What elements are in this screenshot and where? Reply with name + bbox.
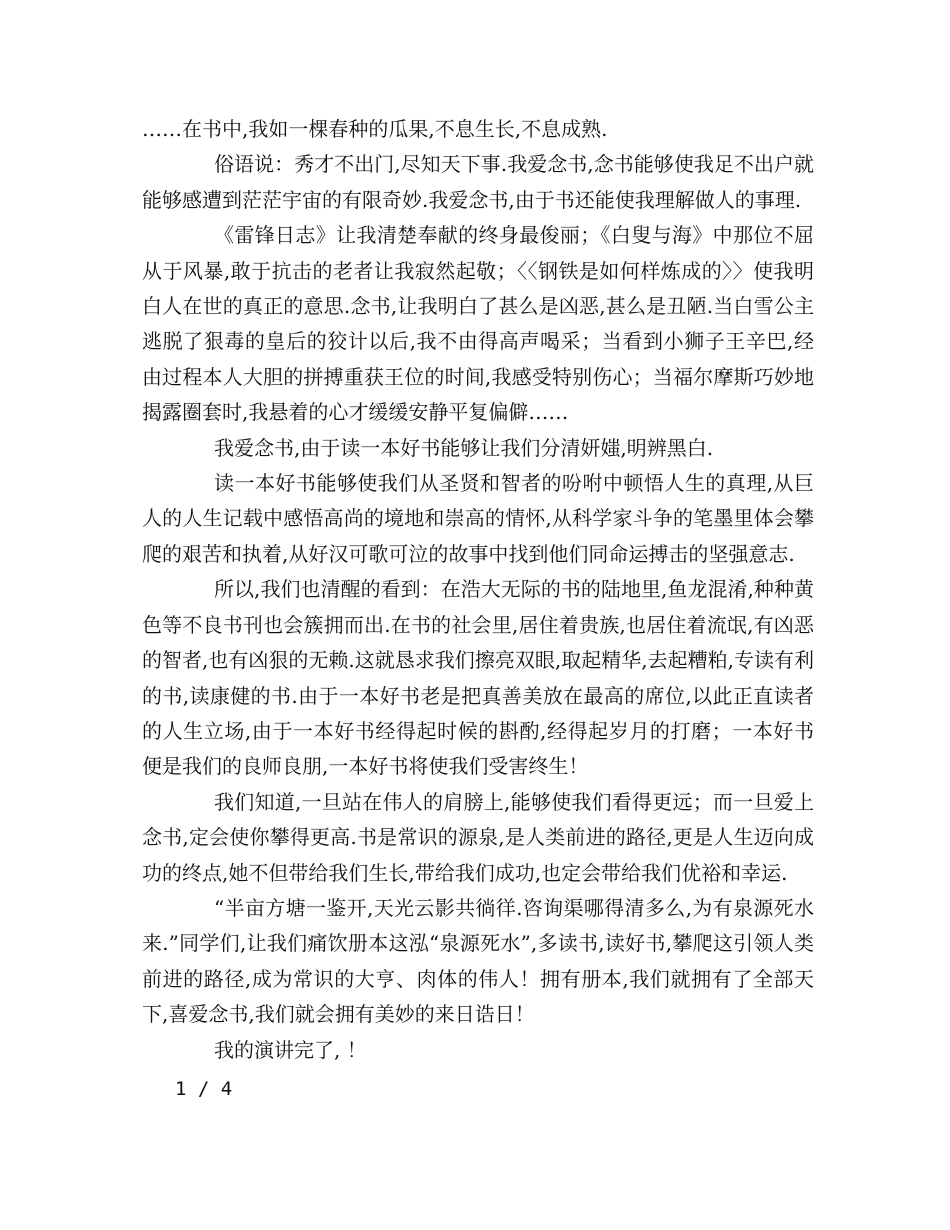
paragraph: 读一本好书能够使我们从圣贤和智者的吩咐中顿悟人生的真理,从巨人的人生记载中感悟高尚的境地和崇高的情怀,从科学家斗争的笔墨里体会攀爬的艰苦和执着,从好汉可歌可泣的故事中找到他们同命运搏击的坚强意志.: [142, 471, 814, 566]
paragraph: 所以,我们也清醒的看到：在浩大无际的书的陆地里,鱼龙混淆,种种黄色等不良书刊也会簇拥而出.在书的社会里,居住着贵族,也居住着流氓,有凶恶的智者,也有凶狠的无赖.这就恳求我们擦亮双眼,取起精华,去起糟粕,专读有利的书,读康健的书.由于一本好书老是把真善美放在最高的席位,以此正直读者的人生立场,由于一本好书经得起时候的斟酌,经得起岁月的打磨；一本好书便是我们的良师良朋,一本好书将使我们受害终生！: [142, 577, 814, 779]
paragraph: “半亩方塘一鉴开,天光云影共徜徉.咨询渠哪得清多么,为有泉源死水来.”同学们,让我们痛饮册本这泓“泉源死水”,多读书,读好书,攀爬这引领人类前进的路径,成为常识的大亨、肉体的伟人！拥有册本,我们就拥有了全部天下,喜爱念书,我们就会拥有美妙的来日诰日！: [142, 895, 814, 1027]
document-body: [142, 112, 814, 1068]
paragraph: 我爱念书,由于读一本好书能够让我们分清妍媸,明辨黑白.: [214, 435, 714, 460]
paragraph: ……在书中,我如一棵春种的瓜果,不息生长,不息成熟.: [142, 117, 608, 141]
paragraph: 我的演讲完了, ！: [214, 1037, 367, 1062]
paragraph: 我们知道,一旦站在伟人的肩膀上,能够使我们看得更远；而一旦爱上念书,定会使你攀得更高.书是常识的源泉,是人类前进的路径,更是人生迈向成功的终点,她不但带给我们生长,带给我们成功,也定会带给我们优裕和幸运.: [142, 789, 814, 885]
page-number: 1 / 4: [175, 1078, 233, 1100]
paragraph: 《雷锋日志》让我清楚奉献的终身最俊丽；《白叟与海》中那位不屈从于风暴,敢于抗击的老者让我寂然起敬；〈〈钢铁是如何样炼成的〉〉使我明白人在世的真正的意思.念书,让我明白了甚么是凶恶,甚么是丑陋.当白雪公主逃脱了狠毒的皇后的狡计以后,我不由得高声喝采；当看到小狮子王辛巴,经由过程本人大胆的拼搏重获王位的时间,我感受特别伤心；当福尔摩斯巧妙地揭露圈套时,我悬着的心才缓缓安静平复偏僻……: [142, 223, 814, 425]
paragraph: 俗语说：秀才不出门,尽知天下事.我爱念书,念书能够使我足不出户就能够感遭到茫茫宇宙的有限奇妙.我爱念书,由于书还能使我理解做人的事理.: [142, 152, 814, 212]
